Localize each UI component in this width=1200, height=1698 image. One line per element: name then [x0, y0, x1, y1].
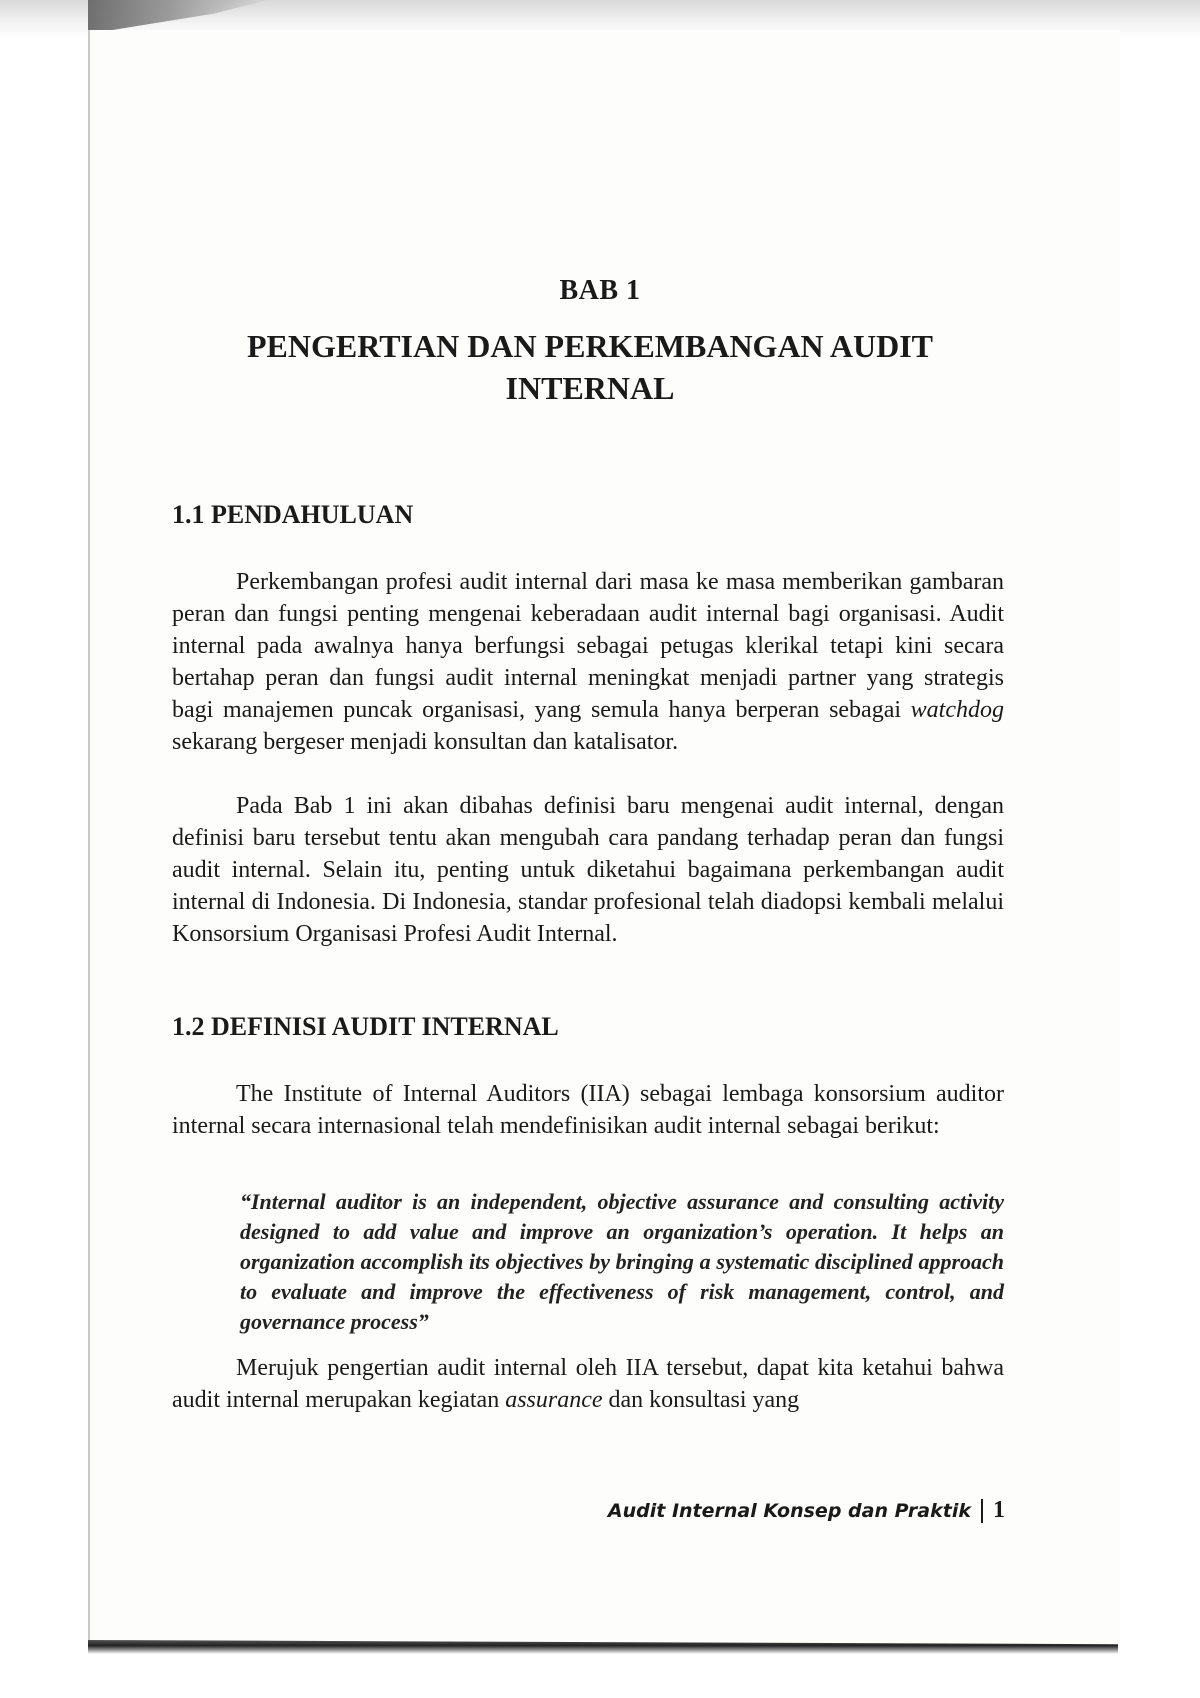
footer-divider — [981, 1499, 983, 1523]
paragraph-pendahuluan-2: Pada Bab 1 ini akan dibahas definisi baru mengenai audit internal, dengan definisi baru tersebut tentu akan mengubah cara pandang terhadap peran dan fungsi audit internal. Selain itu, penting untuk diketahui bagaimana perkembangan audit internal di Indonesia. Di Indonesia, standar profesional telah diadopsi kembali melalui Konsorsium Organisasi Profesi Audit Internal. — [172, 793, 1004, 947]
paragraph-definisi-2: Merujuk pengertian audit internal oleh IIA tersebut, dapat kita ketahui bahwa audit internal merupakan kegiatan assurance dan konsultasi yang — [172, 1355, 1004, 1413]
paragraph-pendahuluan-1: Perkembangan profesi audit internal dari masa ke masa memberikan gambaran peran dan fungsi penting mengenai keberadaan audit internal bagi organisasi. Audit internal pada awalnya hanya berfungsi sebagai petugas klerikal tetapi kini secara bertahap peran dan fungsi audit internal meningkat menjadi partner yang strategis bagi manajemen puncak organisasi, yang semula hanya berperan sebagai watchdog sekarang bergeser menjadi konsultan dan katalisator. — [172, 569, 1004, 755]
page-number: 1 — [993, 1497, 1005, 1523]
footer-book-title: Audit Internal Konsep dan Praktik — [607, 1499, 971, 1522]
iia-definition-quote: “Internal auditor is an independent, objective assurance and consulting activity designed to add value and improve an organization’s operation. It helps an organization accomplish its objectives by bringing a systematic disciplined approach to evaluate and improve the effectiveness of risk management, control, and governance process” — [240, 1189, 1004, 1334]
chapter-label: BAB 1 — [559, 275, 641, 306]
page-footer — [608, 1497, 1005, 1524]
paragraph-definisi-1: The Institute of Internal Auditors (IIA) sebagai lembaga konsorsium auditor internal secara internasional telah mendefinisikan audit internal sebagai berikut: — [172, 1081, 1004, 1139]
section-heading-pendahuluan: 1.1 PENDAHULUAN — [172, 500, 414, 529]
italic-term-assurance: assurance — [505, 1387, 603, 1413]
italic-term-watchdog: watchdog — [910, 697, 1004, 723]
section-heading-definisi: 1.2 DEFINISI AUDIT INTERNAL — [172, 1012, 559, 1041]
chapter-title: PENGERTIAN DAN PERKEMBANGAN AUDIT INTERNAL — [246, 328, 934, 406]
